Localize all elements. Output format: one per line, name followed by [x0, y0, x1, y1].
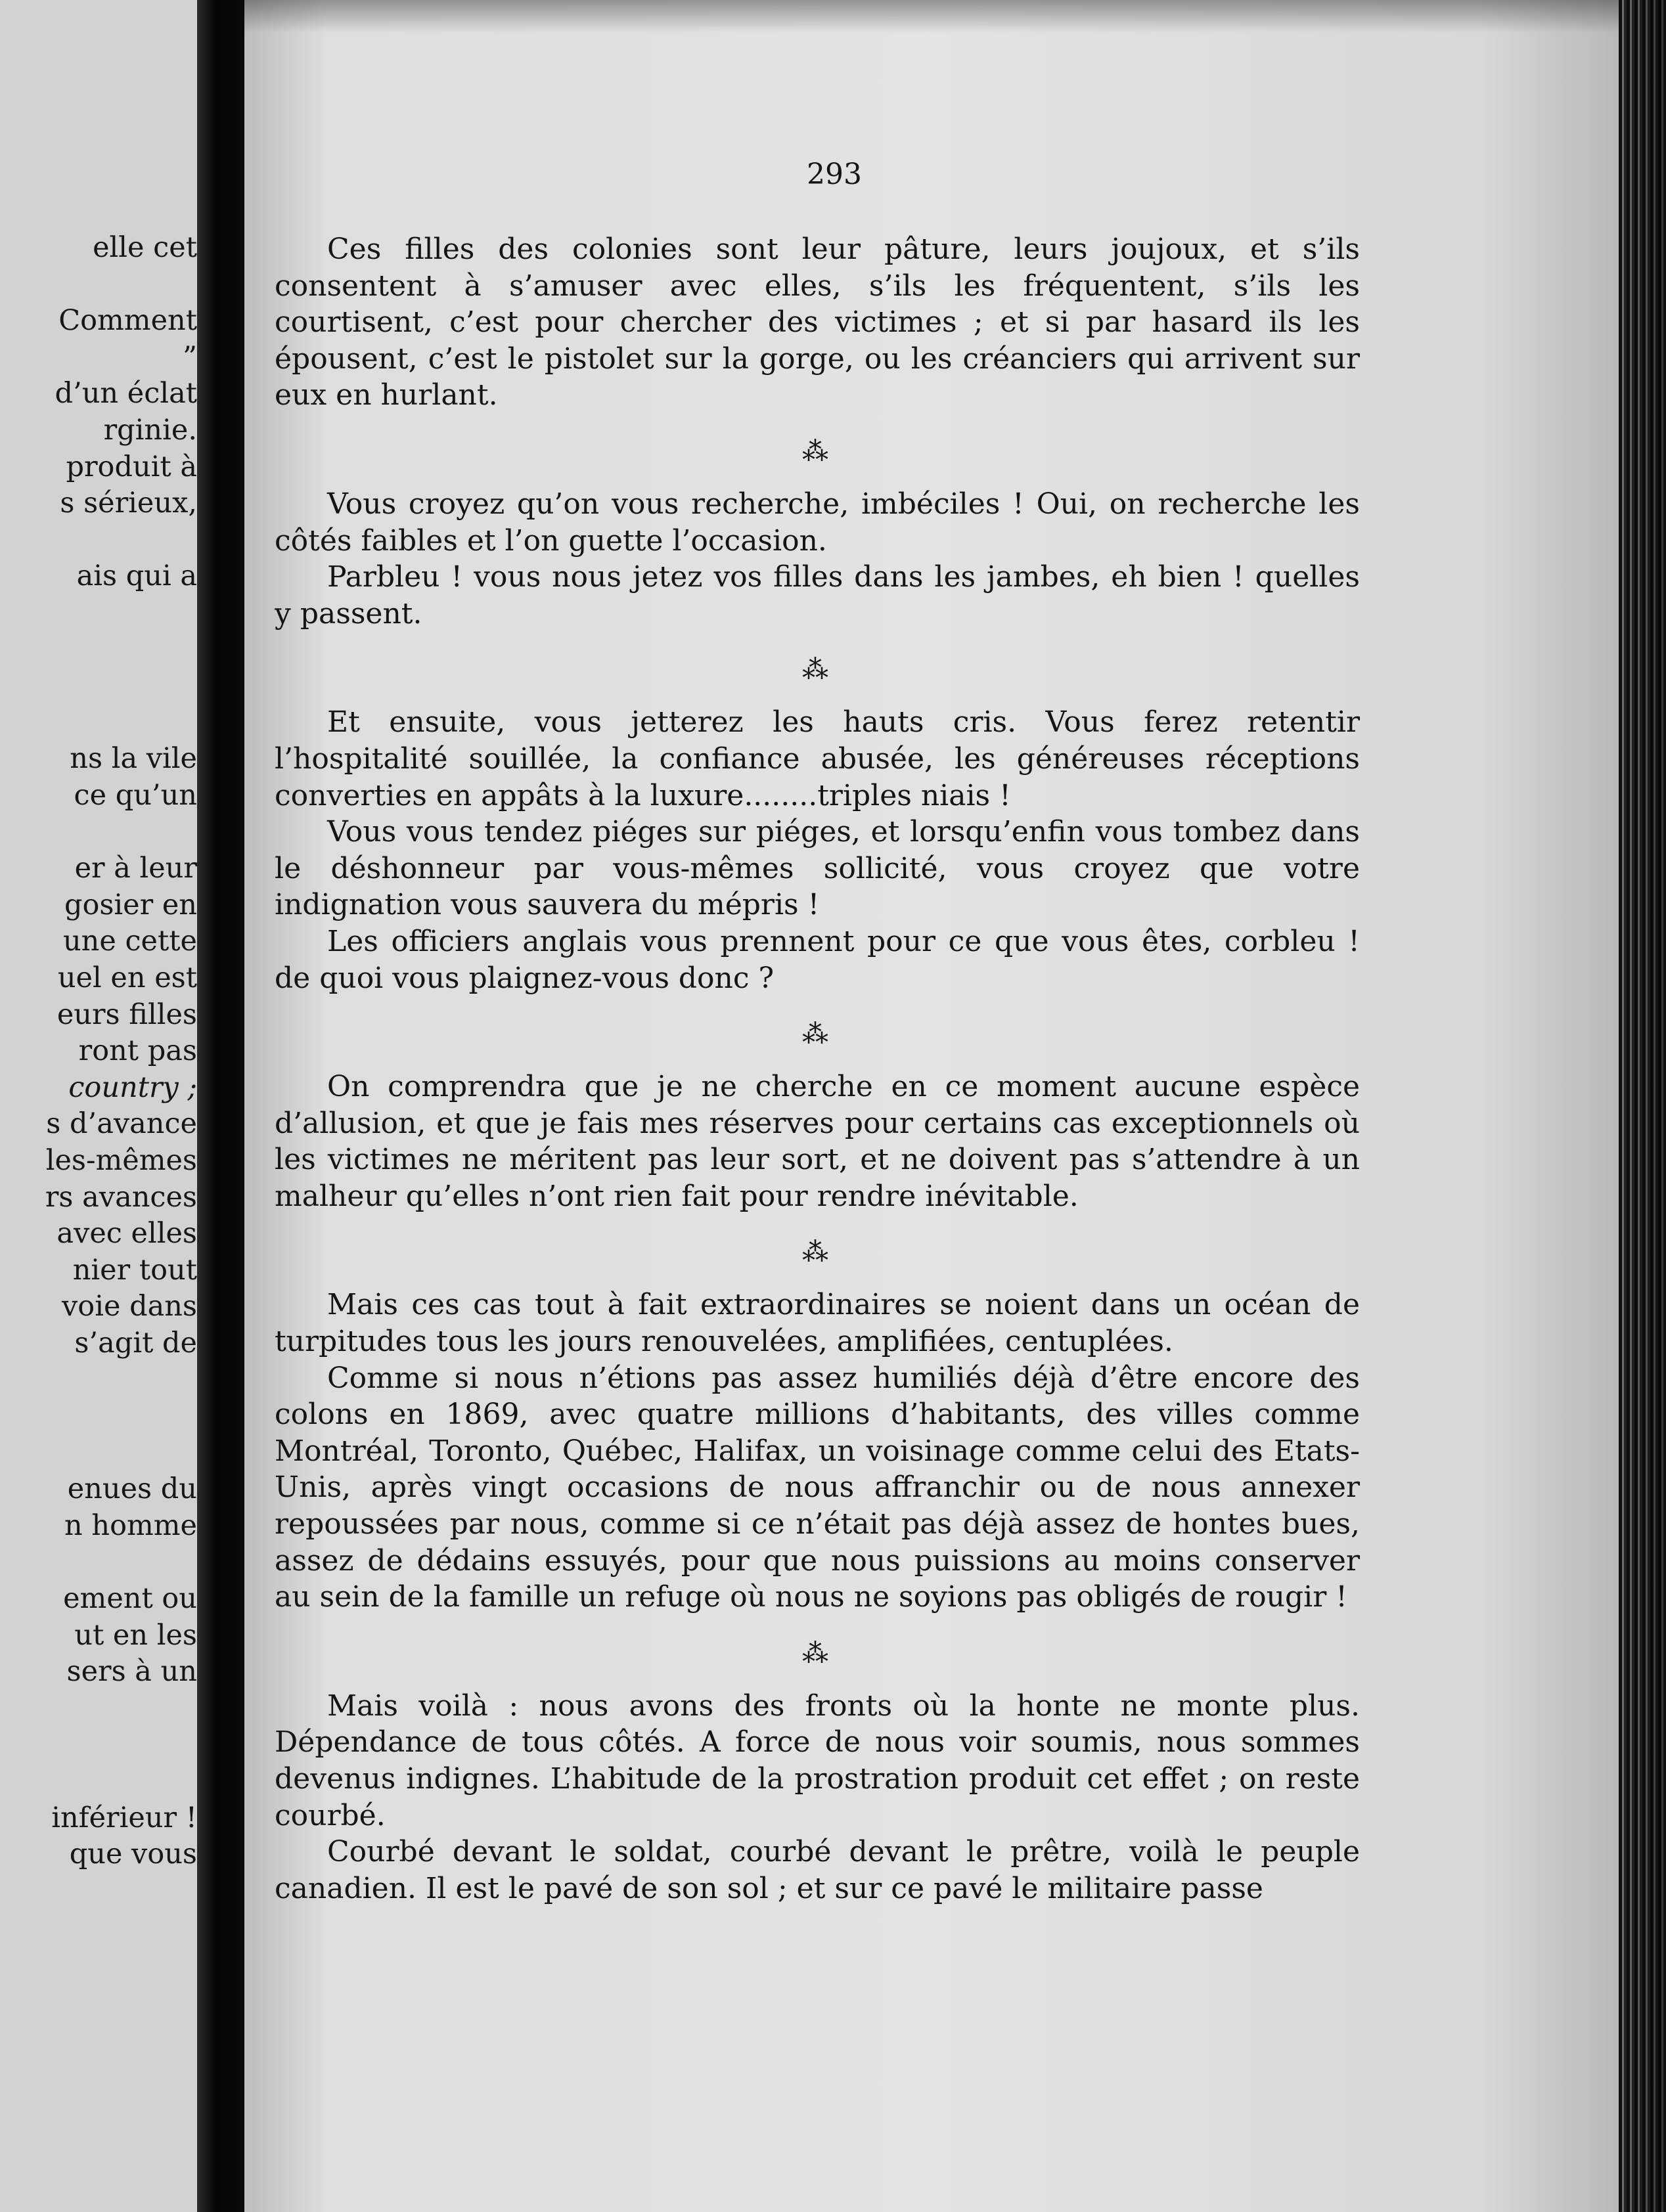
- left-page-line: country ;: [68, 1071, 197, 1104]
- section-separator-asterism: ⁂: [802, 1019, 832, 1050]
- paragraph: Courbé devant le soldat, courbé devant le prêtre, voilà le peuple canadien. Il est le pavé de son sol ; et sur ce pavé le militaire passe: [275, 1835, 1360, 1905]
- paragraph: Mais ces cas tout à fait extraordinaires se noient dans un océan de turpitudes tous les jours renouvelées, amplifiées, centuplées.: [275, 1288, 1360, 1359]
- left-page-line: ais qui a: [76, 560, 197, 593]
- left-page-line: uel en est: [57, 962, 197, 994]
- left-page-line: ”: [183, 340, 197, 374]
- paragraph: Les officiers anglais vous prennent pour ce que vous êtes, corbleu ! de quoi vous plaignez-vous donc ?: [275, 924, 1360, 995]
- page-number: 293: [807, 158, 862, 191]
- left-page-line: rs avances: [45, 1180, 197, 1214]
- left-page-line: s’agit de: [74, 1327, 197, 1360]
- paragraph: Mais voilà : nous avons des fronts où la honte ne monte plus. Dépendance de tous côtés. A force de nous voir soumis, nous sommes devenus indignes. L’habitude de la prostration produit cet effet ; on reste courbé.: [275, 1689, 1360, 1832]
- page-body: [275, 231, 1360, 1907]
- left-page-line: ut en les: [74, 1618, 197, 1652]
- left-page-line: ement ou: [63, 1582, 197, 1616]
- left-page-line: s d’avance: [46, 1107, 197, 1141]
- left-page-line: inférieur !: [51, 1801, 197, 1834]
- left-page-line: avec elles: [56, 1217, 197, 1250]
- left-page-line: er à leur: [74, 852, 197, 885]
- book-gutter: [197, 0, 244, 2212]
- left-page-line: eurs filles: [56, 998, 197, 1031]
- left-page-line: gosier en: [64, 888, 197, 921]
- section-separator-asterism: ⁂: [802, 655, 832, 686]
- paragraph: Vous croyez qu’on vous recherche, imbéciles ! Oui, on recherche les côtés faibles et l’on guette l’occasion.: [275, 487, 1360, 558]
- page-top-shadow: [244, 0, 1619, 33]
- paragraph: Comme si nous n’étions pas assez humiliés déjà d’être encore des colons en 1869, avec quatre millions d’habitants, des villes comme Montréal, Toronto, Québec, Halifax, un voisinage comme celui des Etats-Unis, après vingt occasions de nous affranchir ou de nous annexer repoussées par nous, comme si ce n’était pas déjà assez de hontes bues, assez de dédains essuyés, pour que nous puissions au moins conserver au sein de la famille un refuge où nous ne soyions pas obligés de rougir !: [275, 1361, 1360, 1614]
- left-page-line: n homme: [64, 1509, 197, 1542]
- paragraph: Et ensuite, vous jetterez les hauts cris. Vous ferez retentir l’hospitalité souillée, la confiance abusée, les généreuses réceptions converties en appâts à la luxure........triples niais !: [275, 705, 1360, 812]
- left-page-line: nier tout: [72, 1253, 197, 1287]
- left-page-line: les-mêmes: [45, 1144, 197, 1177]
- left-page-line: Comment: [58, 304, 197, 338]
- left-page-line: que vous: [69, 1838, 197, 1871]
- left-page-line: une cette: [62, 925, 197, 958]
- left-page-line: d’un éclat: [55, 377, 197, 410]
- left-page-line: s sérieux,: [60, 487, 197, 520]
- left-page-line: ce qu’un: [74, 779, 197, 812]
- left-page-line: ront pas: [78, 1034, 197, 1068]
- left-page-line: rginie.: [103, 414, 197, 447]
- paragraph: Parbleu ! vous nous jetez vos filles dans les jambes, eh bien ! quelles y passent.: [275, 560, 1360, 630]
- section-separator-asterism: ⁂: [802, 1638, 832, 1669]
- left-page-line: elle cet: [93, 231, 197, 264]
- paragraph: On comprendra que je ne cherche en ce moment aucune espèce d’allusion, et que je fais mes réserves pour certains cas exceptionnels où les victimes ne méritent pas leur sort, et ne doivent pas s’attendre à un malheur qu’elles n’ont rien fait pour rendre inévitable.: [275, 1070, 1360, 1213]
- section-separator-asterism: ⁂: [802, 436, 832, 467]
- left-page-line: produit à: [66, 450, 197, 483]
- left-page-line: voie dans: [62, 1290, 197, 1323]
- page-edges-shadow: [1619, 0, 1666, 2212]
- left-page-line: enues du: [67, 1472, 197, 1506]
- left-page-line: sers à un: [66, 1655, 197, 1689]
- paragraph: Vous vous tendez piéges sur piéges, et lorsqu’enfin vous tombez dans le déshonneur par vous-mêmes sollicité, vous croyez que votre indignation vous sauvera du mépris !: [275, 815, 1360, 922]
- left-page-fragment: [0, 0, 197, 2212]
- paragraph: Ces filles des colonies sont leur pâture, leurs joujoux, et s’ils consentent à s’amuser avec elles, s’ils les fréquentent, s’ils les courtisent, c’est pour chercher des victimes ; et si par hasard ils les épousent, c’est le pistolet sur la gorge, ou les créanciers qui arrivent sur eux en hurlant.: [275, 232, 1360, 412]
- section-separator-asterism: ⁂: [802, 1237, 832, 1268]
- left-page-line: ns la vile: [70, 742, 197, 776]
